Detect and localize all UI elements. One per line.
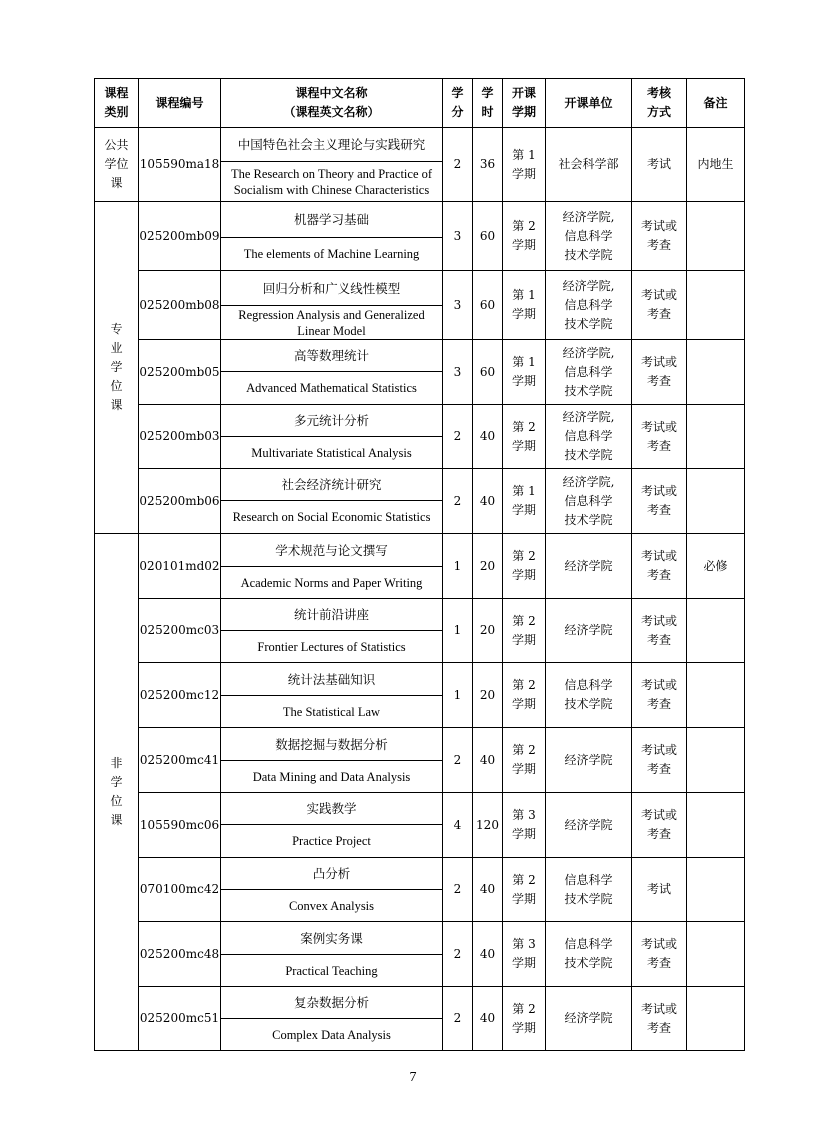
course-semester-line: 学期 (511, 762, 536, 776)
course-unit-line: 技术学院 (564, 512, 613, 527)
course-name-en: The elements of Machine Learning (221, 238, 443, 271)
course-semester-line: 学期 (511, 632, 536, 647)
course-code: 025200mb03 (139, 405, 221, 469)
course-name-cn: 凸分析 (221, 858, 443, 890)
course-hours: 40 (473, 405, 503, 469)
course-remarks (687, 858, 745, 922)
course-name-cn: 数据挖掘与数据分析 (221, 728, 443, 761)
table-row (95, 340, 745, 372)
course-hours: 40 (473, 858, 503, 922)
course-assessment (632, 271, 687, 340)
course-unit (546, 128, 632, 202)
course-unit (546, 202, 632, 271)
course-assessment-line: 考查 (646, 632, 671, 647)
course-assessment-line: 考试或 (640, 937, 677, 951)
course-assessment (632, 340, 687, 405)
course-name-en: The Statistical Law (221, 696, 443, 728)
course-semester-line: 学期 (511, 827, 536, 841)
course-semester-line: 第 2 (512, 419, 536, 434)
course-assessment (632, 858, 687, 922)
course-name-cn: 高等数理统计 (221, 340, 443, 372)
course-semester-line: 学期 (511, 238, 536, 252)
course-semester (503, 728, 546, 793)
course-name-en: Convex Analysis (221, 890, 443, 922)
course-unit-line: 信息科学 (564, 228, 613, 243)
course-assessment-line: 考试或 (640, 613, 677, 628)
course-assessment (632, 987, 687, 1051)
course-semester-line: 第 2 (512, 872, 536, 887)
course-unit-line: 技术学院 (564, 956, 613, 970)
course-semester-line: 学期 (511, 307, 536, 321)
course-credit: 2 (443, 728, 473, 793)
course-unit (546, 793, 632, 858)
course-credit: 2 (443, 987, 473, 1051)
course-semester-line: 学期 (511, 891, 536, 906)
course-hours: 20 (473, 599, 503, 663)
category-cell-line: 公共 (104, 138, 129, 152)
course-remarks (687, 469, 745, 534)
course-credit: 2 (443, 128, 473, 202)
course-hours: 60 (473, 202, 503, 271)
course-unit-line: 经济学院 (564, 623, 613, 637)
course-remarks (687, 922, 745, 987)
course-semester-line: 第 2 (512, 1001, 536, 1016)
course-unit-line: 信息科学 (564, 493, 613, 508)
table-row (95, 534, 745, 567)
course-unit (546, 922, 632, 987)
course-hours: 40 (473, 987, 503, 1051)
course-semester-line: 学期 (511, 1020, 536, 1035)
course-name-en: Academic Norms and Paper Writing (221, 567, 443, 599)
course-semester-line: 第 1 (512, 288, 536, 302)
course-table (94, 78, 745, 1051)
course-assessment-line: 考查 (646, 762, 671, 776)
course-assessment-line: 考查 (646, 697, 671, 711)
table-row (95, 858, 745, 890)
course-name-cn: 复杂数据分析 (221, 987, 443, 1019)
course-unit-line: 经济学院 (564, 752, 613, 767)
course-unit-line: 技术学院 (564, 383, 613, 398)
course-semester-line: 第 3 (512, 808, 536, 822)
course-assessment-line: 考查 (646, 238, 671, 252)
course-semester (503, 128, 546, 202)
course-name-en: The Research on Theory and Practice of Socialism with Chinese Characteristics (221, 162, 443, 202)
course-credit: 3 (443, 202, 473, 271)
category-cell-line: 学 (110, 775, 123, 789)
category-cell-line: 课 (110, 813, 123, 827)
course-unit-line: 技术学院 (564, 697, 613, 711)
course-assessment-line: 考查 (646, 1020, 671, 1035)
category-cell (95, 202, 139, 534)
course-unit-line: 经济学院 (564, 1011, 613, 1025)
course-unit-line: 技术学院 (564, 891, 613, 906)
course-semester-line: 第 1 (512, 147, 536, 162)
course-unit-line: 经济学院 (564, 558, 613, 573)
course-code: 025200mb05 (139, 340, 221, 405)
course-hours: 20 (473, 663, 503, 728)
course-name-en: Practical Teaching (221, 955, 443, 987)
course-semester (503, 340, 546, 405)
category-cell-line: 位 (110, 379, 123, 393)
course-semester (503, 534, 546, 599)
course-remarks (687, 663, 745, 728)
course-assessment-line: 考查 (646, 374, 671, 388)
course-hours: 20 (473, 534, 503, 599)
course-remarks: 内地生 (687, 128, 745, 202)
course-unit-line: 技术学院 (564, 316, 613, 331)
course-assessment-line: 考试或 (640, 743, 677, 757)
course-code: 105590ma18 (139, 128, 221, 202)
course-semester (503, 987, 546, 1051)
course-assessment-line: 考查 (646, 438, 671, 453)
category-cell-line: 学 (110, 360, 123, 374)
course-hours: 36 (473, 128, 503, 202)
header-assessment: 考核 方式 (632, 79, 687, 128)
table-row (95, 469, 745, 501)
course-hours: 40 (473, 469, 503, 534)
course-name-en: Practice Project (221, 825, 443, 858)
course-name-cn: 社会经济统计研究 (221, 469, 443, 501)
course-unit (546, 599, 632, 663)
course-name-en: Research on Social Economic Statistics (221, 501, 443, 534)
table-row (95, 663, 745, 696)
course-unit (546, 405, 632, 469)
course-name-en: Data Mining and Data Analysis (221, 761, 443, 793)
course-assessment (632, 728, 687, 793)
course-semester-line: 第 2 (512, 743, 536, 757)
course-credit: 4 (443, 793, 473, 858)
category-cell (95, 128, 139, 202)
course-assessment-line: 考查 (646, 568, 671, 582)
course-code: 020101md02 (139, 534, 221, 599)
course-assessment (632, 534, 687, 599)
category-cell-line: 非 (110, 756, 123, 770)
course-semester-line: 学期 (511, 503, 536, 517)
course-unit-line: 经济学院, (562, 345, 615, 360)
course-assessment (632, 663, 687, 728)
course-code: 025200mc03 (139, 599, 221, 663)
course-name-cn: 机器学习基础 (221, 202, 443, 238)
course-assessment-line: 考查 (646, 503, 671, 517)
course-semester-line: 第 2 (512, 549, 536, 563)
header-credit: 学 分 (443, 79, 473, 128)
course-semester-line: 学期 (511, 374, 536, 388)
course-unit-line: 经济学院, (562, 474, 615, 489)
course-unit (546, 469, 632, 534)
course-assessment-line: 考查 (646, 956, 671, 970)
course-code: 025200mc51 (139, 987, 221, 1051)
header-row (95, 79, 745, 128)
course-assessment-line: 考试 (646, 882, 671, 896)
category-cell-line: 学位 (104, 157, 129, 171)
course-assessment (632, 793, 687, 858)
course-unit-line: 经济学院, (562, 410, 615, 424)
course-code: 025200mb08 (139, 271, 221, 340)
course-semester-line: 第 2 (512, 219, 536, 233)
table-row (95, 405, 745, 437)
course-credit: 2 (443, 858, 473, 922)
course-assessment-line: 考试或 (640, 678, 677, 692)
course-assessment-line: 考查 (646, 307, 671, 321)
course-name-cn: 案例实务课 (221, 922, 443, 955)
course-assessment (632, 922, 687, 987)
course-semester (503, 599, 546, 663)
course-unit-line: 经济学院, (562, 209, 615, 224)
course-unit-line: 技术学院 (564, 247, 613, 262)
course-semester-line: 学期 (511, 568, 536, 582)
category-cell (95, 534, 139, 1051)
course-assessment (632, 202, 687, 271)
course-assessment (632, 405, 687, 469)
course-unit-line: 社会科学部 (558, 157, 619, 171)
course-semester (503, 793, 546, 858)
course-name-cn: 实践教学 (221, 793, 443, 825)
course-credit: 1 (443, 534, 473, 599)
course-semester-line: 第 2 (512, 613, 536, 628)
course-name-en: Advanced Mathematical Statistics (221, 372, 443, 405)
table-row (95, 793, 745, 825)
course-name-en: Multivariate Statistical Analysis (221, 437, 443, 469)
course-hours: 40 (473, 728, 503, 793)
course-assessment (632, 599, 687, 663)
course-unit (546, 663, 632, 728)
course-name-cn: 中国特色社会主义理论与实践研究 (221, 128, 443, 162)
course-unit (546, 858, 632, 922)
course-unit (546, 987, 632, 1051)
course-semester (503, 202, 546, 271)
course-code: 025200mb09 (139, 202, 221, 271)
course-unit (546, 728, 632, 793)
table-row (95, 987, 745, 1019)
course-unit-line: 信息科学 (564, 364, 613, 379)
header-category: 课程 类别 (95, 79, 139, 128)
course-name-cn: 统计前沿讲座 (221, 599, 443, 631)
table-row (95, 128, 745, 162)
course-name-en: Complex Data Analysis (221, 1019, 443, 1051)
category-cell-line: 专 (110, 322, 123, 336)
course-name-cn: 回归分析和广义线性模型 (221, 271, 443, 306)
course-semester-line: 学期 (511, 956, 536, 970)
course-code: 105590mc06 (139, 793, 221, 858)
header-unit: 开课单位 (546, 79, 632, 128)
category-cell-line: 课 (110, 176, 123, 190)
course-assessment-line: 考试或 (640, 419, 677, 434)
table-body (95, 128, 745, 1051)
course-unit-line: 经济学院, (562, 278, 615, 293)
header-hours: 学 时 (473, 79, 503, 128)
course-code: 070100mc42 (139, 858, 221, 922)
course-remarks (687, 728, 745, 793)
course-credit: 1 (443, 599, 473, 663)
course-name-en: Regression Analysis and Generalized Linear Model (221, 306, 443, 340)
course-remarks (687, 987, 745, 1051)
course-remarks (687, 340, 745, 405)
course-assessment-line: 考试或 (640, 549, 677, 563)
course-unit (546, 271, 632, 340)
course-code: 025200mb06 (139, 469, 221, 534)
course-remarks: 必修 (687, 534, 745, 599)
course-assessment-line: 考试或 (640, 1001, 677, 1016)
table-row (95, 202, 745, 238)
course-semester-line: 第 2 (512, 678, 536, 692)
course-semester (503, 858, 546, 922)
header-semester: 开课 学期 (503, 79, 546, 128)
table-row (95, 922, 745, 955)
course-name-cn: 统计法基础知识 (221, 663, 443, 696)
course-name-cn: 多元统计分析 (221, 405, 443, 437)
course-credit: 3 (443, 340, 473, 405)
course-assessment-line: 考试或 (640, 288, 677, 302)
course-assessment-line: 考试或 (640, 484, 677, 498)
page-number: 7 (409, 1070, 417, 1085)
course-assessment-line: 考查 (646, 827, 671, 841)
course-assessment-line: 考试或 (640, 355, 677, 369)
course-semester (503, 271, 546, 340)
course-credit: 2 (443, 469, 473, 534)
table-row (95, 728, 745, 761)
course-semester-line: 学期 (511, 166, 536, 181)
course-remarks (687, 793, 745, 858)
course-credit: 3 (443, 271, 473, 340)
table-row (95, 599, 745, 631)
course-assessment-line: 考试 (646, 157, 671, 171)
course-semester (503, 469, 546, 534)
course-remarks (687, 599, 745, 663)
course-hours: 60 (473, 340, 503, 405)
course-remarks (687, 271, 745, 340)
course-credit: 2 (443, 922, 473, 987)
header-code: 课程编号 (139, 79, 221, 128)
course-remarks (687, 202, 745, 271)
course-code: 025200mc41 (139, 728, 221, 793)
course-unit-line: 信息科学 (564, 429, 613, 443)
course-semester (503, 922, 546, 987)
course-hours: 60 (473, 271, 503, 340)
course-credit: 2 (443, 405, 473, 469)
course-semester-line: 第 3 (512, 937, 536, 951)
course-assessment-line: 考试或 (640, 219, 677, 233)
course-unit-line: 信息科学 (564, 678, 613, 692)
course-unit-line: 技术学院 (564, 448, 613, 462)
course-code: 025200mc48 (139, 922, 221, 987)
course-hours: 40 (473, 922, 503, 987)
course-semester-line: 第 1 (512, 484, 536, 498)
course-name-en: Frontier Lectures of Statistics (221, 631, 443, 663)
table-row (95, 271, 745, 306)
course-remarks (687, 405, 745, 469)
course-unit (546, 340, 632, 405)
course-semester (503, 663, 546, 728)
category-cell-line: 业 (110, 341, 123, 355)
course-unit-line: 信息科学 (564, 872, 613, 887)
header-remarks: 备注 (687, 79, 745, 128)
category-cell-line: 位 (110, 794, 123, 808)
category-cell-line: 课 (110, 398, 123, 412)
course-name-cn: 学术规范与论文撰写 (221, 534, 443, 567)
course-assessment (632, 128, 687, 202)
header-name: 课程中文名称 （课程英文名称） (221, 79, 443, 128)
course-semester-line: 学期 (511, 697, 536, 711)
course-assessment (632, 469, 687, 534)
course-unit-line: 信息科学 (564, 937, 613, 951)
course-semester-line: 学期 (511, 438, 536, 453)
course-unit (546, 534, 632, 599)
course-semester (503, 405, 546, 469)
course-code: 025200mc12 (139, 663, 221, 728)
course-assessment-line: 考试或 (640, 808, 677, 822)
course-unit-line: 信息科学 (564, 297, 613, 312)
course-hours: 120 (473, 793, 503, 858)
course-unit-line: 经济学院 (564, 817, 613, 832)
course-semester-line: 第 1 (512, 355, 536, 369)
course-credit: 1 (443, 663, 473, 728)
